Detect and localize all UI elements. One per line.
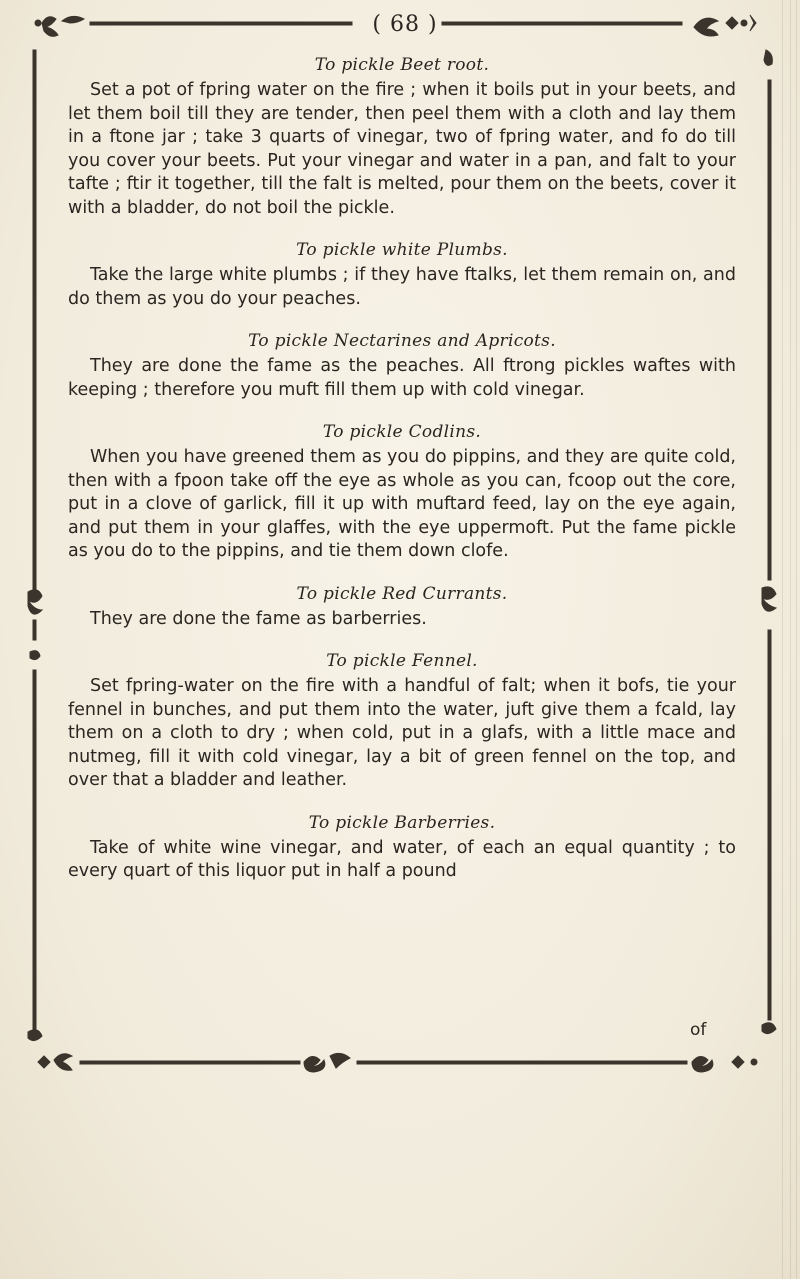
recipe-text: When you have greened them as you do pippins, and they are quite cold, then with a fpoon take off the eye as whole as you can, fcoop out the core, put in a clove of garlick, fill it up with muftard feed, lay on the eye again, and put them in your glaffes, with the eye uppermoft. Put the fame pickle as you do to the pippins, and tie them down clofe. (68, 447, 736, 561)
recipe-title: To pickle Nectarines and Apricots. (248, 331, 556, 351)
recipe-title: To pickle white Plumbs. (296, 240, 508, 260)
recipe-text: Take the large white plumbs ; if they have ftalks, let them remain on, and do them as you do your peaches. (68, 265, 736, 309)
recipe-title: To pickle Codlins. (322, 422, 482, 442)
bottom-ornament-border (32, 1042, 764, 1082)
recipe-text: They are done the fame as barberries. (90, 608, 427, 629)
recipe-title: To pickle Beet root. (314, 55, 490, 75)
recipe-nectarines-apricots (68, 331, 736, 402)
recipe-title: To pickle Red Currants. (296, 583, 508, 604)
recipe-barberries (68, 813, 736, 884)
recipe-fennel (68, 651, 736, 793)
recipe-text: Set fpring-water on the fire with a handful of falt; when it bofs, tie your fennel in bunches, and put them into the water, juft give them a fcald, lay them on a cloth to dry ; when cold, put in a glafs, with a little mace and nutmeg, fill it with cold vinegar, lay a bit of green fennel on the top, and over that a bladder and leather. (68, 676, 736, 790)
right-ornament-border (758, 40, 782, 1052)
page-number: ( 68 ) (372, 12, 438, 37)
recipe-white-plumbs (68, 240, 736, 311)
left-ornament-border (24, 40, 48, 1052)
recipe-text: Take of white wine vinegar, and water, of each an equal quantity ; to every quart of this liquor put in half a pound (68, 837, 736, 881)
recipe-codlins (68, 422, 736, 564)
recipe-text: They are done the fame as the peaches. All ftrong pickles waftes with keeping ; therefore you muft fill them up with cold vinegar. (68, 356, 736, 400)
recipe-title: To pickle Fennel. (326, 651, 478, 671)
recipe-beet-root (68, 55, 736, 220)
catchword: of (690, 1020, 707, 1040)
recipe-text: Set a pot of fpring water on the fire ; when it boils put in your beets, and let them boil till they are tender, then peel them with a cloth and lay them in a ftone jar ; take 3 quarts of vinegar, two of fpring water, and fo do till you cover your beets. Put your vinegar and water in a pan, and falt to your tafte ; ftir it together, till the falt is melted, pour them on the beets, cover it with a bladder, do not boil the pickle. (68, 80, 736, 218)
recipe-red-currants (68, 584, 736, 632)
recipe-title: To pickle Barberries. (308, 812, 496, 833)
recipe-column (68, 55, 736, 884)
